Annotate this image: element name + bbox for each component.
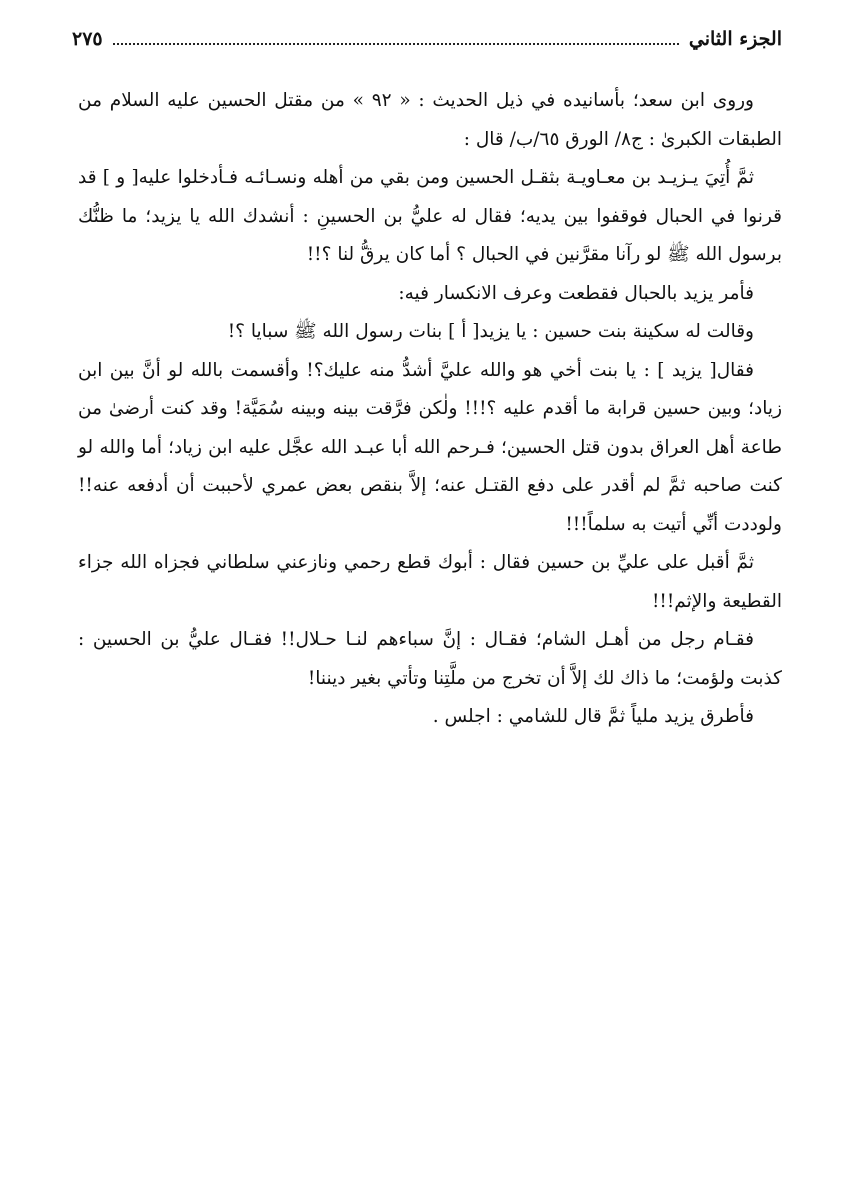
paragraph-shami-man: فقـام رجل من أهـل الشام؛ فقـال : إنَّ سباءهم لنـا حـلال!! فقـال عليُّ بن الحسين : كذبت ولؤمت؛ ما ذاك لك إلاَّ أن تخرج من ملَّتِنا وتأتي بغير ديننا! xyxy=(78,629,782,689)
running-header xyxy=(72,28,782,62)
page-number: ٢٧٥ xyxy=(72,28,103,50)
paragraph-sukaina: وقالت له سكينة بنت حسين : يا يزيد[ أ ] بنات رسول الله ﷺ سبايا ؟! xyxy=(227,321,754,342)
paragraph-conclusion: فأطرق يزيد ملياً ثمَّ قال للشامي : اجلس . xyxy=(432,706,754,727)
paragraph-intro: وروى ابن سعد؛ بأسانيده في ذيل الحديث : « ٩٢ » من مقتل الحسين عليه السلام من الطبقات الكبرىٰ : ج٨/ الورق ٦٥/ب/ قال : xyxy=(78,90,782,150)
paragraph-ropes: فأمر يزيد بالحبال فقطعت وعرف الانكسار فيه: xyxy=(398,282,754,304)
paragraph-turn-to-ali: ثمَّ أقبل على عليِّ بن حسين فقال : أبوك قطع رحمي ونازعني سلطاني فجزاه الله جزاء القطيعة والإثم!!! xyxy=(78,552,782,612)
dotted-leader xyxy=(113,29,679,45)
paragraph-narration: ثمَّ أُتِيَ يـزيـد بن معـاويـة بثقـل الحسين ومن بقي من أهله ونسـائـه فـأدخلوا عليه[ و ] قد قرنوا في الحبال فوقفوا بين يديه؛ فقال له عليُّ بن الحسينِ : أنشدك الله يا يزيد؛ ما ظنُّك برسول الله ﷺ لو رآنا مقرَّنين في الحبال ؟ أما كان يرقُّ لنا ؟!! xyxy=(78,167,782,265)
chapter-title: الجزء الثاني xyxy=(688,28,782,50)
body-text xyxy=(78,82,782,737)
paragraph-yazid-reply: فقال[ يزيد ] : يا بنت أخي هو والله عليَّ أشدُّ منه عليك؟! وأقسمت بالله لو أنَّ بين ابن زياد؛ وبين حسين قرابة ما أقدم عليه ؟!!! ولٰكن فرَّقت بينه وبينه سُمَيَّة! وقد كنت أرضىٰ من طاعة أهل العراق بدون قتل الحسين؛ فـرحم الله أبا عبـد الله عجَّل عليه ابن زياد؛ أما والله لو كنت صاحبه ثمَّ لم أقدر على دفع القتـل عنه؛ إلاَّ بنقص بعض عمري لأحببت أن أدفعه عنه!! ولوددت أنِّي أتيت به سلماً!!! xyxy=(78,359,782,535)
